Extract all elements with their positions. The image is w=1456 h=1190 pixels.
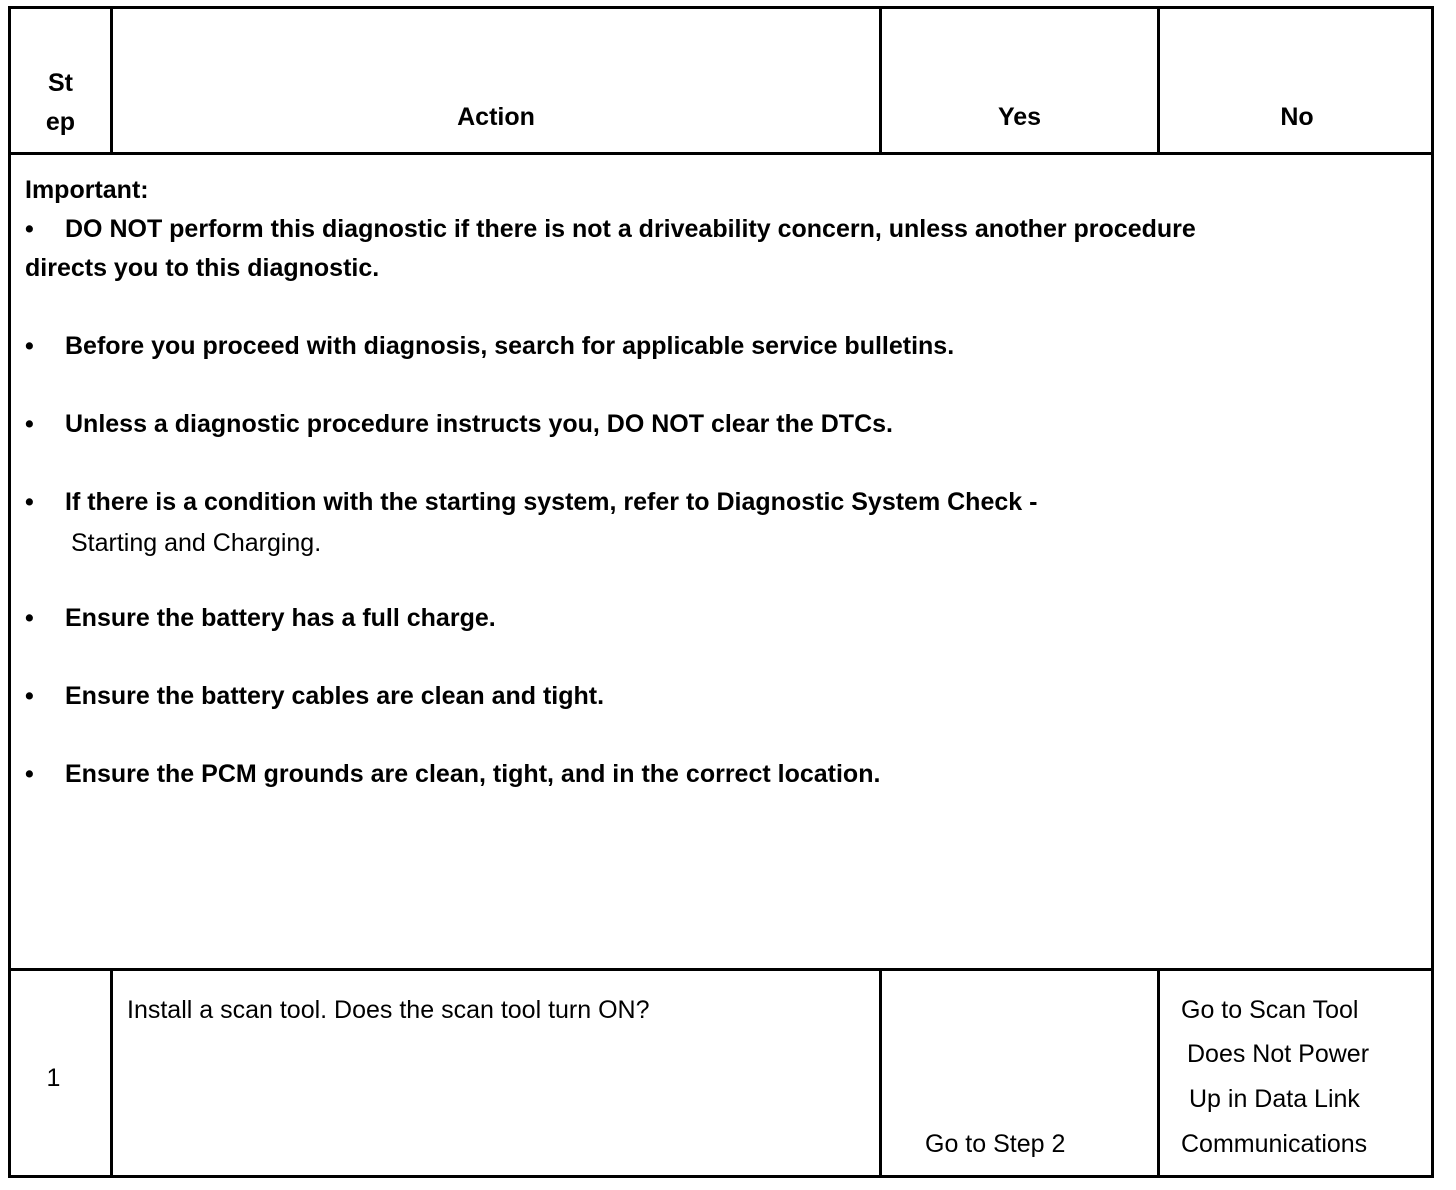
important-item-4: • If there is a condition with the starting system, refer to Diagnostic System Check - <box>25 483 1037 522</box>
important-item-3: • Unless a diagnostic procedure instructs you, DO NOT clear the DTCs. <box>25 405 893 444</box>
header-no: No <box>1280 103 1314 131</box>
row-1-no-line-1: Go to Scan Tool <box>1181 996 1359 1024</box>
bullet-icon: • <box>25 488 34 516</box>
header-step: St ep <box>45 69 76 136</box>
important-item-1: • DO NOT perform this diagnostic if there is not a driveability concern, unless another procedure <box>25 210 1196 249</box>
diagnostic-table <box>8 6 1434 1178</box>
row-divider <box>11 152 1431 155</box>
important-item-7: • Ensure the PCM grounds are clean, tight, and in the correct location. <box>25 755 880 794</box>
row-1-yes: Go to Step 2 <box>925 1130 1066 1158</box>
bullet-icon: • <box>25 760 34 788</box>
column-divider <box>879 968 882 1178</box>
bullet-icon: • <box>25 682 34 710</box>
important-item-1-cont: directs you to this diagnostic. <box>25 254 380 282</box>
important-title: Important: <box>25 176 149 204</box>
important-item-5: • Ensure the battery has a full charge. <box>25 599 496 638</box>
row-1-action: Install a scan tool. Does the scan tool turn ON? <box>127 996 650 1024</box>
row-divider <box>11 968 1431 971</box>
important-item-2: • Before you proceed with diagnosis, search for applicable service bulletins. <box>25 327 954 366</box>
column-divider <box>110 968 113 1178</box>
row-1-step: 1 <box>46 1064 61 1092</box>
bullet-icon: • <box>25 410 34 438</box>
important-item-6: • Ensure the battery cables are clean and tight. <box>25 677 604 716</box>
bullet-icon: • <box>25 332 34 360</box>
column-divider <box>1157 968 1160 1178</box>
header-action: Action <box>457 103 535 131</box>
header-yes: Yes <box>997 103 1042 131</box>
bullet-icon: • <box>25 604 34 632</box>
bullet-icon: • <box>25 215 34 243</box>
row-1-no-line-4: Communications <box>1181 1130 1368 1158</box>
row-1-no-line-3: Up in Data Link <box>1189 1085 1360 1113</box>
row-1-no-line-2: Does Not Power <box>1187 1040 1370 1068</box>
important-item-4-cont: Starting and Charging. <box>71 529 322 557</box>
